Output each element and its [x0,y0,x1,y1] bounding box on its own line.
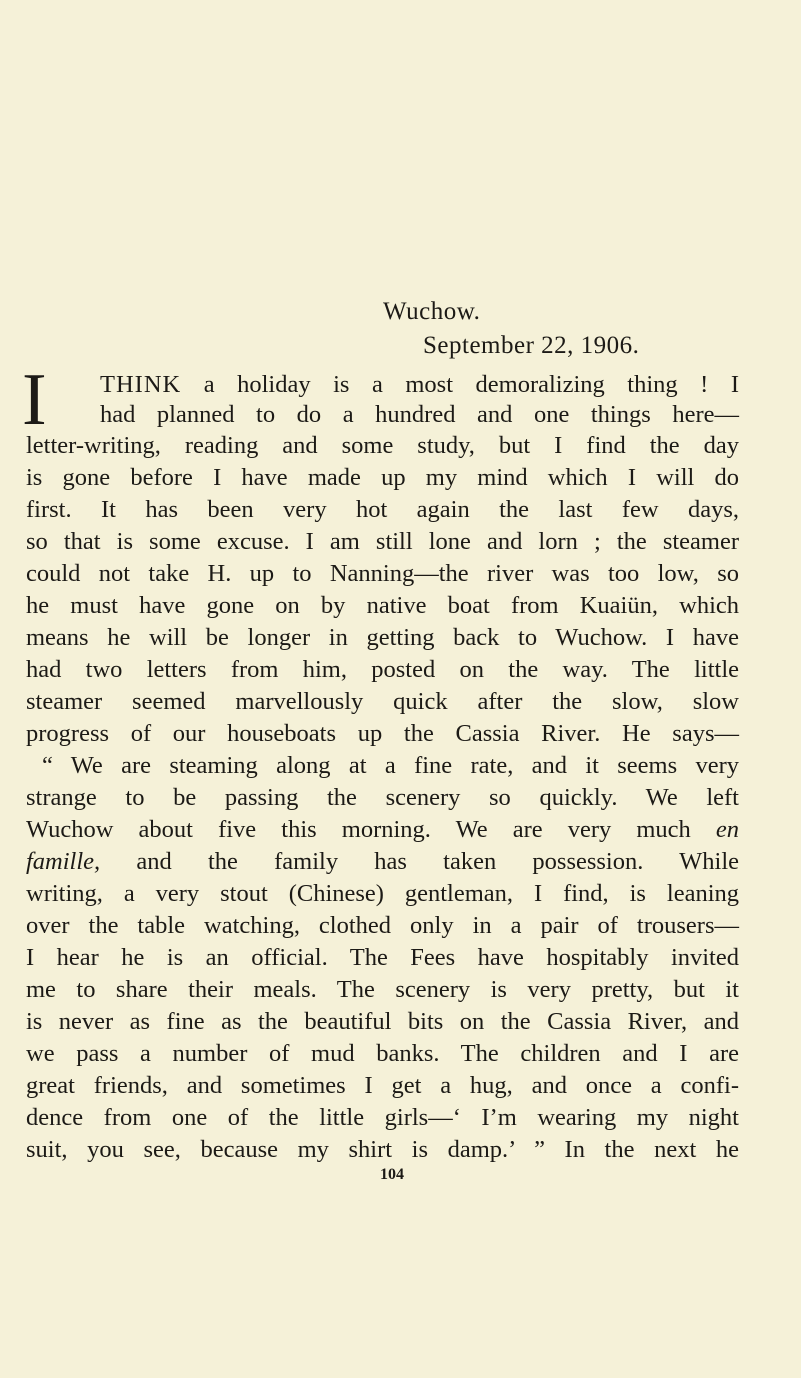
text-line: suit, you see, because my shirt is damp.’ ” In the next he [26,1136,739,1163]
place-heading: Wuchow. [383,298,481,325]
text-line: had two letters from him, posted on the way. The little [26,656,739,683]
text-line: steamer seemed marvellously quick after the slow, slow [26,688,739,715]
drop-cap: I [22,359,47,441]
text-line: he must have gone on by native boat from Kuaiün, which [26,592,739,619]
text-line: letter-writing, reading and some study, but I find the day [26,432,739,459]
text-line: over the table watching, clothed only in a pair of trousers— [26,912,739,939]
text-line: so that is some excuse. I am still lone and lorn ; the steamer [26,528,739,555]
text-line: “ We are steaming along at a fine rate, and it seems very [42,752,739,779]
line-text: Wuchow about five this morning. We are very much [26,816,691,843]
italic-word: famille, [26,848,101,875]
text-line: me to share their meals. The scenery is very pretty, but it [26,976,739,1003]
text-line: dence from one of the little girls—‘ I’m wearing my night [26,1104,739,1131]
text-line: progress of our houseboats up the Cassia River. He says— [26,720,739,747]
text-line: strange to be passing the scenery so quickly. We left [26,784,739,811]
text-line: had planned to do a hundred and one things here— [100,401,739,428]
text-line: could not take H. up to Nanning—the river was too low, so [26,560,739,587]
text-line [100,370,739,400]
text-line [26,815,739,845]
text-line: is gone before I have made up my mind which I will do [26,464,739,491]
page-number: 104 [380,1166,404,1183]
text-line: writing, a very stout (Chinese) gentleman, I find, is leaning [26,880,739,907]
text-line: great friends, and sometimes I get a hug, and once a confi- [26,1072,739,1099]
text-line: is never as fine as the beautiful bits on the Cassia River, and [26,1008,739,1035]
lead-word: THINK [100,371,182,398]
text-line [26,847,739,877]
italic-word: en [715,816,740,843]
line-text: a holiday is a most demoralizing thing ! I [203,371,739,398]
text-line: I hear he is an official. The Fees have hospitably invited [26,944,739,971]
text-line: means he will be longer in getting back to Wuchow. I have [26,624,739,651]
text-line: first. It has been very hot again the last few days, [26,496,739,523]
text-line: we pass a number of mud banks. The children and I are [26,1040,739,1067]
line-text: and the family has taken possession. While [136,848,739,875]
date-heading: September 22, 1906. [423,332,640,359]
